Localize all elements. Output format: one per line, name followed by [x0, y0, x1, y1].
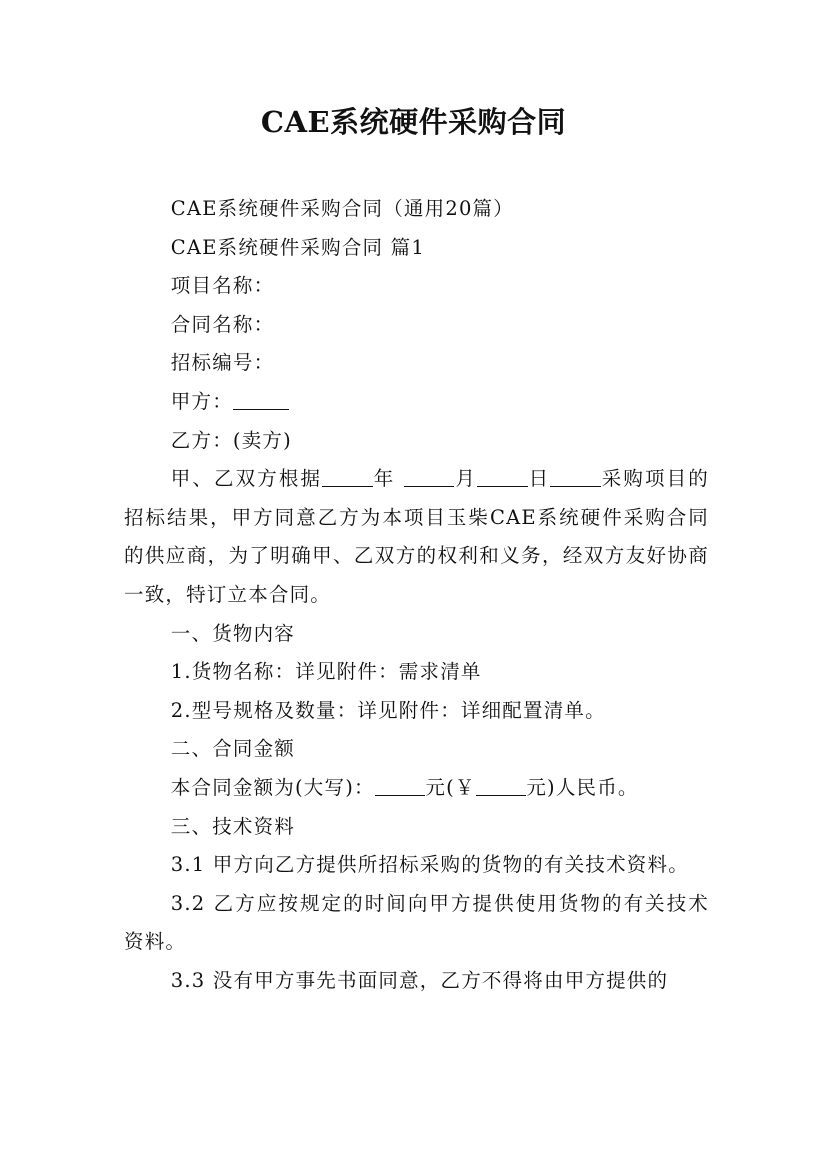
tech-item-3-3: 3.3 没有甲方事先书面同意，乙方不得将由甲方提供的 [170, 968, 669, 992]
amount-line [124, 769, 709, 808]
intro-year: 年 [372, 467, 396, 491]
document-body [124, 190, 709, 1000]
project-name-line: 项目名称： [170, 274, 275, 298]
year-blank [322, 467, 373, 488]
goods-name-item: 1.货物名称：详见附件：需求清单 [170, 660, 482, 684]
amount-end: 元)人民币。 [526, 775, 639, 799]
tender-number-line: 招标编号： [170, 351, 275, 375]
party-a-label: 甲方： [170, 389, 233, 413]
goods-spec-item: 2.型号规格及数量：详见附件：详细配置清单。 [170, 698, 606, 722]
party-a-line [124, 383, 709, 422]
party-b-line: 乙方：(卖方) [170, 428, 292, 452]
amount-figure-blank [476, 775, 527, 796]
section-goods-heading: 一、货物内容 [170, 621, 295, 645]
chapter-heading: CAE系统硬件采购合同 篇1 [170, 235, 425, 259]
contract-name-line: 合同名称： [170, 312, 275, 336]
tech-item-3-2: 3.2 乙方应按规定的时间向甲方提供使用货物的有关技术资料。 [124, 891, 709, 954]
section-tech-heading: 三、技术资料 [170, 814, 295, 838]
intro-paragraph [124, 460, 709, 614]
amount-start: 本合同金额为(大写)： [170, 775, 375, 799]
document-title: CAE系统硬件采购合同 [260, 105, 567, 139]
section-amount-heading: 二、合同金额 [170, 737, 295, 761]
project-blank [550, 467, 601, 488]
subtitle-line: CAE系统硬件采购合同（通用20篇） [170, 197, 514, 220]
party-a-blank [233, 389, 290, 410]
tech-item-3-1: 3.1 甲方向乙方提供所招标采购的货物的有关技术资料。 [170, 853, 689, 877]
day-blank [477, 467, 528, 488]
amount-mid: 元(￥ [425, 775, 476, 799]
amount-words-blank [375, 775, 426, 796]
intro-start: 甲、乙双方根据 [170, 467, 323, 491]
intro-day: 日 [527, 467, 551, 491]
intro-month: 月 [454, 467, 477, 491]
month-blank [404, 467, 455, 488]
intro-rest: 采购项目的招标结果，甲方同意乙方为本项目玉柴CAE系统硬件采购合同的供应商，为了明确甲、乙双方的权利和义务，经双方友好协商一致，特订立本合同。 [124, 467, 709, 606]
